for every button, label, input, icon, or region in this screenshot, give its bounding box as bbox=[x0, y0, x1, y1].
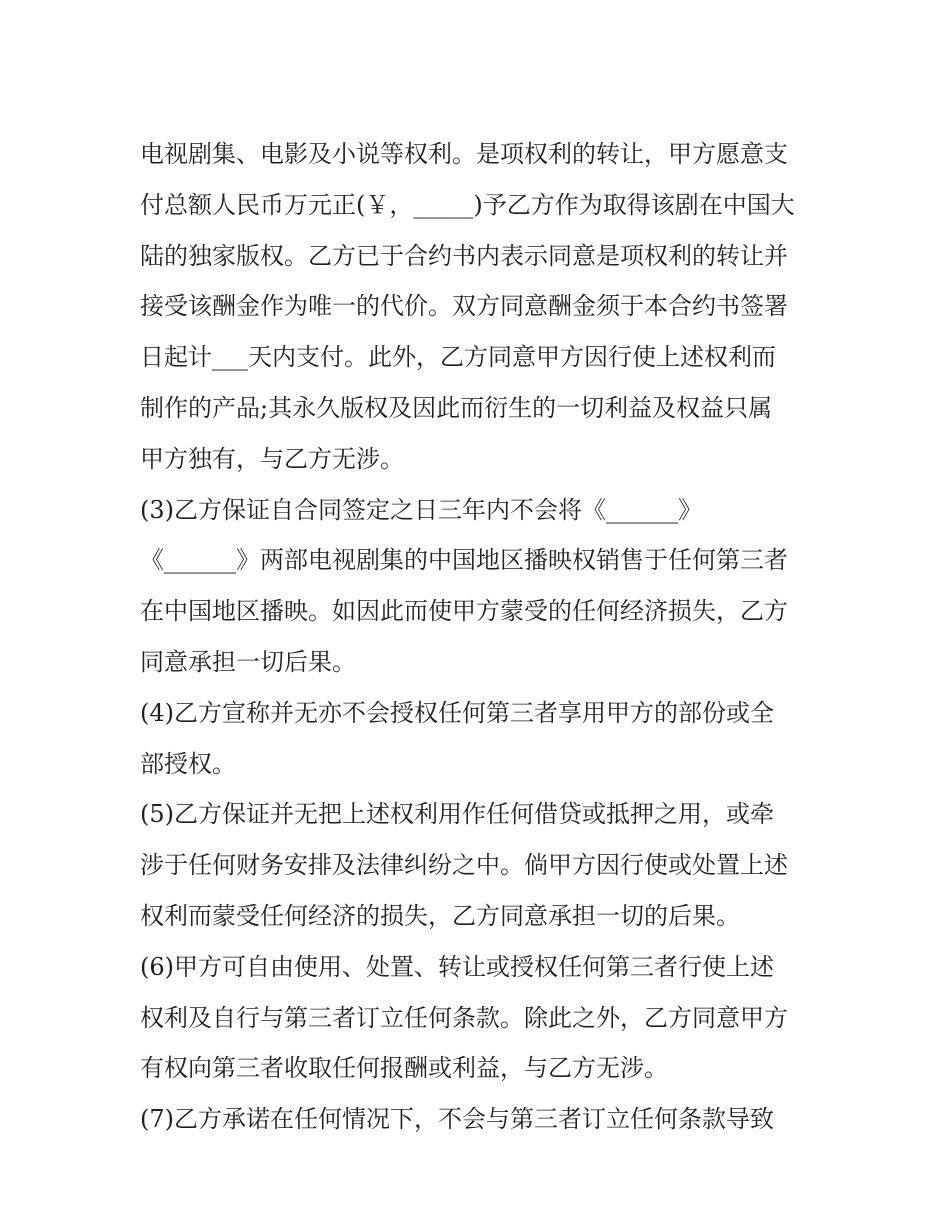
text-line: 制作的产品;其永久版权及因此而衍生的一切利益及权益只属 bbox=[140, 393, 773, 422]
text-line: 权利及自行与第三者订立任何条款。除此之外，乙方同意甲方 bbox=[140, 1003, 788, 1032]
text-line: 权利而蒙受任何经济的损失，乙方同意承担一切的后果。 bbox=[140, 901, 740, 930]
text-line: 付总额人民币万元正(￥，_____)予乙方作为取得该剧在中国大 bbox=[140, 190, 795, 219]
text-line: (3)乙方保证自合同签定之日三年内不会将《______》 bbox=[140, 495, 702, 524]
text-line: 陆的独家版权。乙方已于合约书内表示同意是项权利的转让并 bbox=[140, 241, 788, 270]
text-line: (5)乙方保证并无把上述权利用作任何借贷或抵押之用，或牵 bbox=[140, 800, 774, 829]
contract-text bbox=[140, 129, 820, 1145]
text-line: 电视剧集、电影及小说等权利。是项权利的转让，甲方愿意支 bbox=[140, 140, 788, 168]
text-line: 涉于任何财务安排及法律纠纷之中。倘甲方因行使或处置上述 bbox=[140, 851, 788, 880]
text-line: (6)甲方可自由使用、处置、转让或授权任何第三者行使上述 bbox=[140, 952, 774, 981]
text-line: 同意承担一切后果。 bbox=[140, 647, 356, 676]
text-line: 《______》两部电视剧集的中国地区播映权销售于任何第三者 bbox=[140, 546, 788, 575]
text-line: 甲方独有，与乙方无涉。 bbox=[140, 444, 404, 473]
text-line: (4)乙方宣称并无亦不会授权任何第三者享用甲方的部份或全 bbox=[140, 698, 774, 727]
text-line: (7)乙方承诺在任何情况下，不会与第三者订立任何条款导致 bbox=[140, 1105, 774, 1134]
text-line: 接受该酬金作为唯一的代价。双方同意酬金须于本合约书签署 bbox=[140, 292, 788, 321]
text-line: 有权向第三者收取任何报酬或利益，与乙方无涉。 bbox=[140, 1054, 668, 1083]
text-line: 日起计___天内支付。此外，乙方同意甲方因行使上述权利而 bbox=[140, 343, 776, 372]
text-line: 在中国地区播映。如因此而使甲方蒙受的任何经济损失，乙方 bbox=[140, 597, 788, 626]
text-line: 部授权。 bbox=[140, 749, 236, 778]
